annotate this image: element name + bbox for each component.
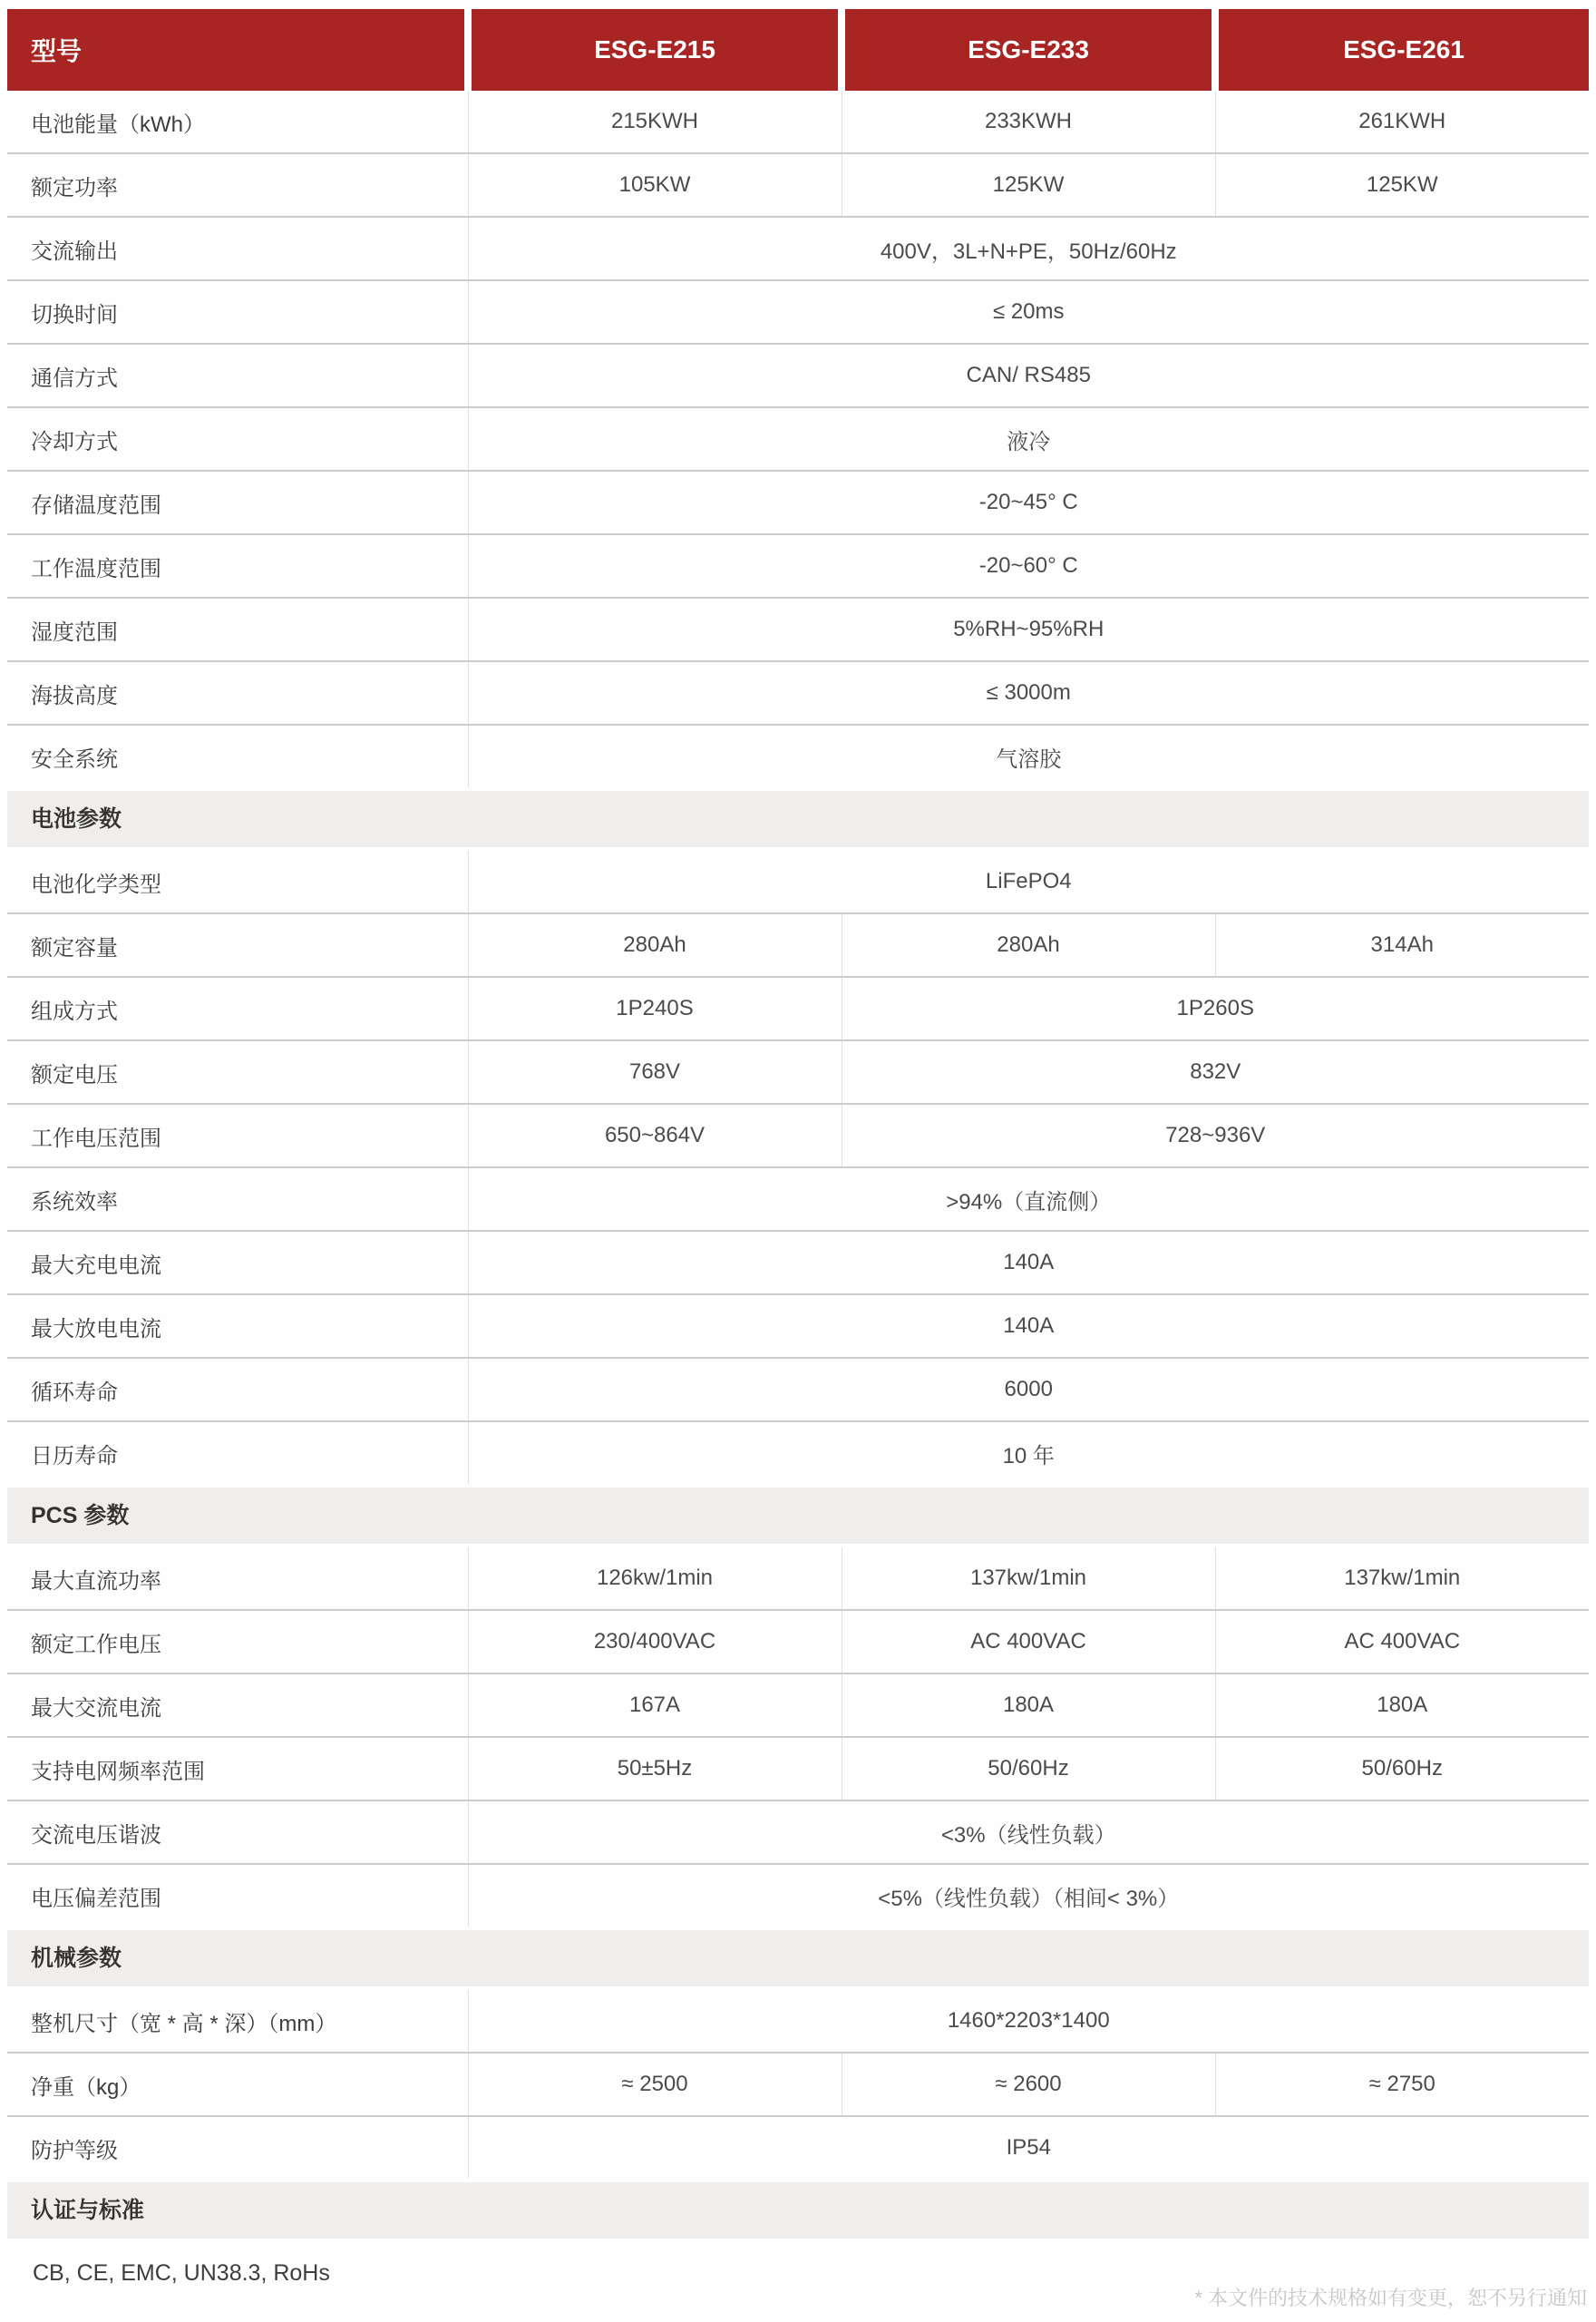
spec-label: 交流输出 (7, 217, 468, 280)
spec-label: 工作温度范围 (7, 534, 468, 598)
table-row (7, 1737, 1589, 1800)
spec-label: 系统效率 (7, 1167, 468, 1231)
header-row (7, 9, 1589, 91)
table-row (7, 407, 1589, 471)
model-header: ESG-E261 (1215, 9, 1589, 91)
table-row (7, 1864, 1589, 1927)
spec-value: 50±5Hz (468, 1737, 842, 1800)
section-header-row (7, 1927, 1589, 1990)
spec-label: 海拔高度 (7, 661, 468, 725)
spec-value: CAN/ RS485 (468, 344, 1589, 407)
spec-value: 314Ah (1215, 913, 1589, 977)
spec-value: 280Ah (468, 913, 842, 977)
spec-value: <5%（线性负载）（相间< 3%） (468, 1864, 1589, 1927)
spec-value: 125KW (1215, 153, 1589, 217)
spec-value: ≈ 2500 (468, 2053, 842, 2116)
table-row (7, 1358, 1589, 1421)
table-row (7, 280, 1589, 344)
spec-label: 最大交流电流 (7, 1673, 468, 1737)
model-header: ESG-E215 (468, 9, 842, 91)
spec-value: 650~864V (468, 1104, 842, 1167)
section-title: 机械参数 (7, 1930, 1589, 1986)
spec-value: 1460*2203*1400 (468, 1990, 1589, 2053)
spec-label: 额定电压 (7, 1040, 468, 1104)
spec-value: 10 年 (468, 1421, 1589, 1484)
table-row (7, 913, 1589, 977)
table-row (7, 1673, 1589, 1737)
spec-value: ≤ 3000m (468, 661, 1589, 725)
spec-label: 整机尺寸（宽 * 高 * 深）（mm） (7, 1990, 468, 2053)
spec-value: -20~45° C (468, 471, 1589, 534)
table-row (7, 661, 1589, 725)
table-row (7, 598, 1589, 661)
table-row (7, 1294, 1589, 1358)
section-header-row (7, 1484, 1589, 1547)
certifications-text: CB, CE, EMC, UN38.3, RoHs (33, 2260, 330, 2286)
table-row (7, 1990, 1589, 2053)
spec-label: 冷却方式 (7, 407, 468, 471)
spec-value: 215KWH (468, 91, 842, 153)
spec-label: 额定容量 (7, 913, 468, 977)
spec-label: 电压偏差范围 (31, 1886, 161, 1911)
table-row (7, 977, 1589, 1040)
section-header-row (7, 2179, 1589, 2242)
spec-label: 最大直流功率 (7, 1547, 468, 1610)
spec-value: >94%（直流侧） (468, 1167, 1589, 1231)
spec-value: 140A (468, 1294, 1589, 1358)
spec-value: ≈ 2600 (842, 2053, 1215, 2116)
table-row (7, 725, 1589, 787)
spec-label: 安全系统 (31, 746, 118, 772)
spec-value: 233KWH (842, 91, 1215, 153)
table-row (7, 153, 1589, 217)
spec-label: 电池能量（kWh） (7, 91, 468, 153)
spec-label: 交流电压谐波 (7, 1800, 468, 1864)
table-row (7, 1231, 1589, 1294)
spec-value: LiFePO4 (468, 851, 1589, 913)
footnote: * 本文件的技术规格如有变更，恕不另行通知 (1194, 2287, 1587, 2309)
spec-value: 167A (468, 1673, 842, 1737)
spec-label: 循环寿命 (7, 1358, 468, 1421)
table-row (7, 534, 1589, 598)
table-row (7, 1040, 1589, 1104)
table-row (7, 1167, 1589, 1231)
table-row (7, 2116, 1589, 2179)
spec-value: 125KW (842, 153, 1215, 217)
spec-value: 137kw/1min (842, 1547, 1215, 1610)
table-row (7, 471, 1589, 534)
spec-value: 6000 (468, 1358, 1589, 1421)
spec-label: 最大放电电流 (7, 1294, 468, 1358)
spec-value: 400V，3L+N+PE，50Hz/60Hz (468, 217, 1589, 280)
spec-value: <3%（线性负载） (468, 1800, 1589, 1864)
table-row (7, 217, 1589, 280)
table-row (7, 91, 1589, 153)
spec-label: 额定功率 (7, 153, 468, 217)
spec-label: 日历寿命 (31, 1443, 118, 1468)
spec-value: ≤ 20ms (468, 280, 1589, 344)
spec-value: 180A (842, 1673, 1215, 1737)
spec-label: 工作电压范围 (7, 1104, 468, 1167)
spec-value: 1P240S (468, 977, 842, 1040)
spec-value: 5%RH~95%RH (468, 598, 1589, 661)
spec-value: AC 400VAC (1215, 1610, 1589, 1673)
spec-value: 280Ah (842, 913, 1215, 977)
spec-label: 最大充电电流 (7, 1231, 468, 1294)
spec-label: 通信方式 (7, 344, 468, 407)
section-title: 认证与标准 (7, 2182, 1589, 2239)
spec-label: 组成方式 (7, 977, 468, 1040)
spec-value: 1P260S (842, 977, 1589, 1040)
spec-value: 气溶胶 (468, 725, 1589, 787)
model-header: ESG-E233 (842, 9, 1215, 91)
spec-value: 105KW (468, 153, 842, 217)
spec-value: -20~60° C (468, 534, 1589, 598)
table-row (7, 1104, 1589, 1167)
spec-label: 湿度范围 (7, 598, 468, 661)
spec-table-header (7, 9, 1589, 91)
spec-value: 728~936V (842, 1104, 1589, 1167)
table-row (7, 2053, 1589, 2116)
table-row (7, 1800, 1589, 1864)
spec-value: 液冷 (468, 407, 1589, 471)
model-column-title: 型号 (7, 9, 468, 91)
spec-label: 净重（kg） (7, 2053, 468, 2116)
table-row (7, 1547, 1589, 1610)
spec-table (7, 9, 1589, 2242)
spec-table-body (7, 91, 1589, 2242)
spec-value: 832V (842, 1040, 1589, 1104)
spec-label: 额定工作电压 (7, 1610, 468, 1673)
spec-value: 50/60Hz (1215, 1737, 1589, 1800)
spec-value: IP54 (468, 2116, 1589, 2179)
spec-value: 261KWH (1215, 91, 1589, 153)
spec-label: 防护等级 (31, 2138, 118, 2163)
spec-value: AC 400VAC (842, 1610, 1215, 1673)
spec-label: 支持电网频率范围 (7, 1737, 468, 1800)
spec-value: 140A (468, 1231, 1589, 1294)
spec-value: ≈ 2750 (1215, 2053, 1589, 2116)
spec-label: 切换时间 (7, 280, 468, 344)
section-header-row (7, 787, 1589, 851)
spec-value: 50/60Hz (842, 1737, 1215, 1800)
table-row (7, 1610, 1589, 1673)
spec-value: 137kw/1min (1215, 1547, 1589, 1610)
section-title: 电池参数 (7, 791, 1589, 847)
spec-value: 230/400VAC (468, 1610, 842, 1673)
spec-label: 存储温度范围 (7, 471, 468, 534)
spec-value: 126kw/1min (468, 1547, 842, 1610)
section-title: PCS 参数 (7, 1488, 1589, 1544)
spec-value: 768V (468, 1040, 842, 1104)
table-row (7, 344, 1589, 407)
spec-value: 180A (1215, 1673, 1589, 1737)
table-row (7, 1421, 1589, 1484)
table-row (7, 851, 1589, 913)
spec-label: 电池化学类型 (7, 851, 468, 913)
